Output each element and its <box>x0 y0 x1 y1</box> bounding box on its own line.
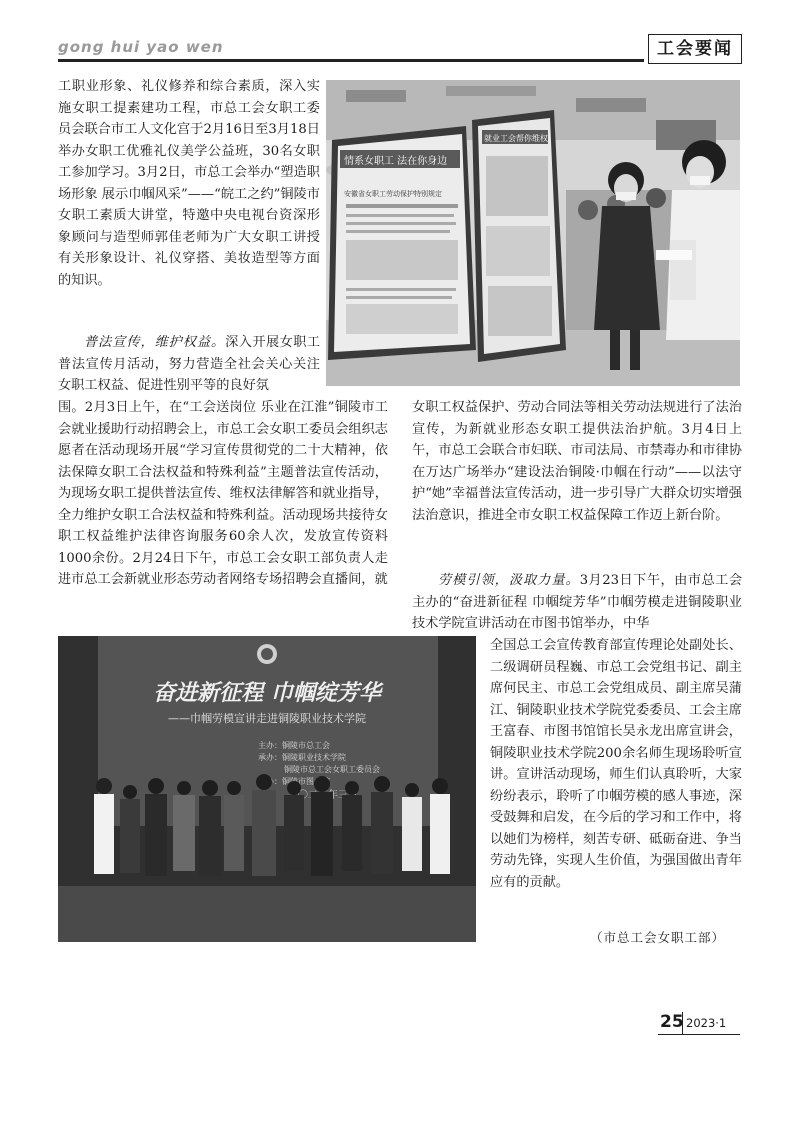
board-right-title: 就业工会帮你维权 <box>484 134 548 143</box>
banner-subtitle: ——巾帼劳模宣讲走进铜陵职业技术学院 <box>168 712 366 725</box>
article-paragraph-3-narrow: 全国总工会宣传教育部宣传理论处副处长、二级调研员程巍、市总工会党组书记、副主席何民主、市总工会党组成员、副主席吴蒲江、铜陵职业技术学院党委委员、工会主席王富春、市图书馆馆长吴永龙出席宣讲会，铜陵职业技术学院200余名师生现场聆听宣讲。宣讲活动现场，师生们认真聆听，大家纷纷表示，聆听了巾帼劳模的感人事迹，深受鼓舞和启发，在今后的学习和工作中，将以她们为榜样，刻苦专研、砥砺奋进、争当劳动先锋，实现人生价值，为强国做出青年应有的贡献。 <box>490 638 742 890</box>
folio-rule <box>658 1034 740 1035</box>
article-paragraph-2-right: 女职工权益保护、劳动合同法等相关劳动法规进行了法治宣传，为新就业形态女职工提供法治护航。3月4日上午，市总工会联合市妇联、市司法局、市禁毒办和市律协在万达广场举办“建设法治铜陵·巾帼在行动”——以法守护“她”幸福普法宣传活动，进一步引导广大群众切实增强法治意识，推进全市女职工权益保障工作迈上新台阶。 <box>412 400 742 523</box>
photo-model-worker-lecture <box>58 636 476 942</box>
banner-co-organizer-2: 铜陵市总工会女职工委员会 <box>284 765 380 774</box>
banner-title: 奋进新征程 巾帼绽芳华 <box>153 680 381 706</box>
photo-law-promotion-scene <box>326 80 740 386</box>
header-pinyin: gong hui yao wen <box>58 38 224 56</box>
folio-divider <box>682 1012 683 1034</box>
photo-law-promotion <box>326 80 740 386</box>
page-number: 25 <box>660 1012 684 1032</box>
banner-organizer: 主办：铜陵市总工会 <box>258 741 330 750</box>
board-left-title: 情系女职工 法在你身边 <box>344 156 448 167</box>
article-paragraph-2-start <box>58 332 320 397</box>
article-paragraph-1: 工职业形象、礼仪修养和综合素质，深入实施女职工提素建功工程，市总工会女职工委员会联合市工人文化宫于2月16日至3月18日举办女职工优雅礼仪美学公益班，30名女职工参加学习。3月2日，市总工会举办“塑造职场形象 展示巾帼风采”——“皖工之约”铜陵市女职工素质大讲堂，特邀中央电视台资深形象顾问与造型师郭佳老师为广大女职工讲授有关形象设计、礼仪穿搭、美妆造型等方面的知识。 <box>58 79 320 288</box>
paragraph-3-text-a: 3月23日下午，由市总工会主办的“奋进新征程 巾帼绽芳华”巾帼劳模走进铜陵职业技术学院宣讲活动在市图书馆举办，中华 <box>412 573 743 631</box>
paragraph-2-text-a: 深入开展女职工普法宣传月活动，努力营造全社会关心关注女职工权益、促进性别平等的良好氛 <box>58 335 321 393</box>
board-left-subtitle: 安徽省女职工劳动保护特别规定 <box>344 190 442 198</box>
article-paragraph-2-left: 围。2月3日上午，在“工会送岗位 乐业在江淮”铜陵市工会就业援助行动招聘会上，市总工会女职工委员会组织志愿者在活动现场开展“学习宣传贯彻党的二十大精神，依法保障女职工合法权益和特殊利益”主题普法宣传活动，为现场女职工提供普法宣传、维权法律解答和就业指导，全力维护女职工合法权益和特殊利益。活动现场共接待女职工权益维护法律咨询服务60余人次，发放宣传资料1000余份。2月24日下午，市总工会女职工部负责人走进市总工会新就业形态劳动者网络专场招聘会直播间，就 <box>58 400 388 587</box>
photo-lecture-scene <box>58 636 476 942</box>
header-rule <box>58 59 644 62</box>
section-tag: 工会要闻 <box>648 34 742 64</box>
section-lead-law: 普法宣传，维护权益。 <box>84 335 226 350</box>
issue-label: 2023·1 <box>686 1016 727 1030</box>
section-lead-model: 劳模引领，汲取力量。 <box>438 573 580 588</box>
department-credit: （市总工会女职工部） <box>590 930 726 945</box>
banner-co-organizer-1: 承办：铜陵职业技术学院 <box>258 753 346 762</box>
article-paragraph-3-start <box>412 570 742 635</box>
